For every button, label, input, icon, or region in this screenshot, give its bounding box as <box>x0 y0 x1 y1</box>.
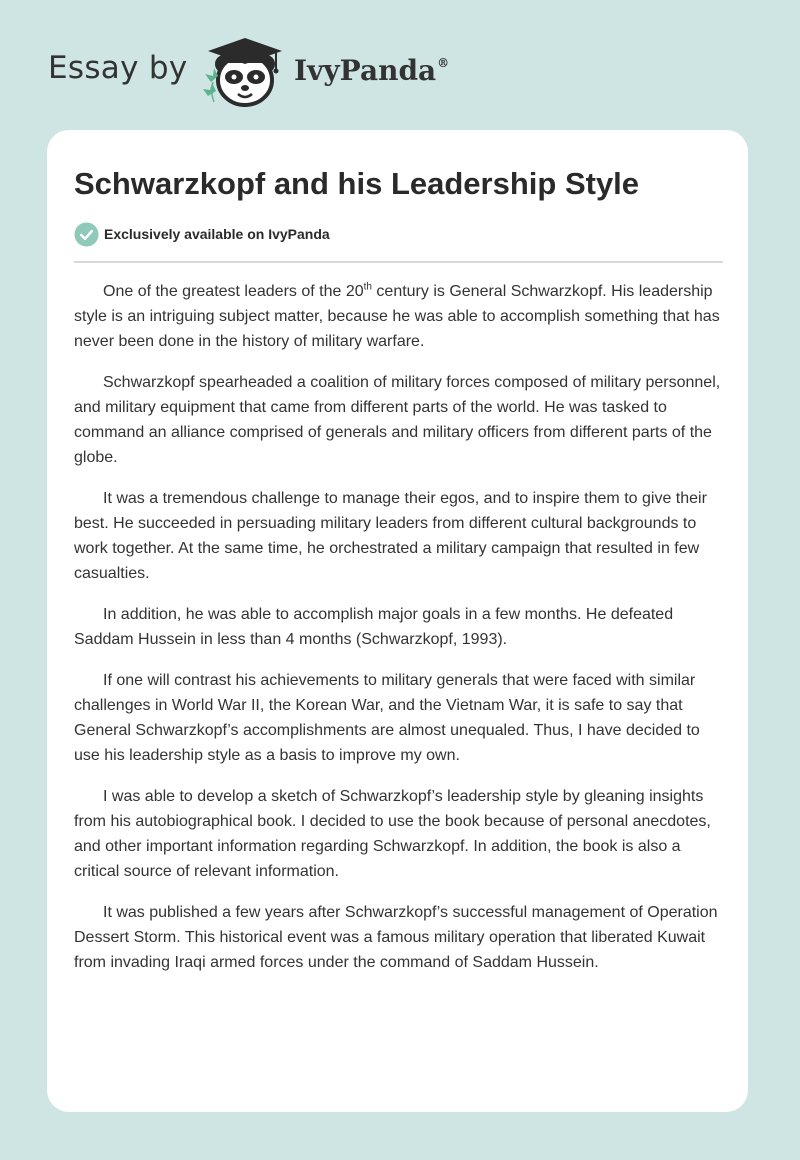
brand-header[interactable] <box>48 30 508 110</box>
ordinal-suffix: th <box>363 281 372 293</box>
paragraph-7: It was published a few years after Schwarzkopf’s successful management of Operation Dessert Storm. This historical event was a famous military operation that liberated Kuwait from invading Iraqi armed forces under the command of Saddam Hussein. <box>74 904 718 971</box>
divider <box>74 261 723 263</box>
paragraph-6: I was able to develop a sketch of Schwarzkopf’s leadership style by gleaning insights from his autobiographical book. I decided to use the book because of personal anecdotes, and other important information regarding Schwarzkopf. In addition, the book is also a critical source of relevant information. <box>74 788 711 880</box>
paragraph-2: Schwarzkopf spearheaded a coalition of military forces composed of military personnel, and military equipment that came from different parts of the world. He was tasked to command an alliance comprised of generals and military officers from different parts of the globe. <box>74 374 721 466</box>
brand-prefix: Essay by <box>48 50 188 86</box>
brand-name-text: IvyPanda <box>294 54 437 87</box>
check-circle-icon <box>74 222 99 247</box>
brand-name <box>294 54 449 87</box>
essay-card <box>47 130 748 1112</box>
panda-graduate-logo-icon <box>202 34 288 110</box>
paragraph-4: In addition, he was able to accomplish major goals in a few months. He defeated Saddam Hussein in less than 4 months (Schwarzkopf, 1993). <box>74 606 674 648</box>
essay-title: Schwarzkopf and his Leadership Style <box>74 166 640 201</box>
exclusive-badge <box>74 221 330 247</box>
paragraph-1-rest: century is General Schwarzkopf. His leadership style is an intriguing subject matter, because he was able to accomplish something that has never been done in the history of military warfare. <box>74 283 720 350</box>
registered-mark: ® <box>437 56 450 70</box>
paragraph-3: It was a tremendous challenge to manage their egos, and to inspire them to give their best. He succeeded in persuading military leaders from different cultural backgrounds to work together. At the same time, he orchestrated a military campaign that resulted in few casualties. <box>74 490 707 582</box>
essay-body <box>74 279 724 991</box>
paragraph-1-start: One of the greatest leaders of the 20 <box>103 283 364 300</box>
badge-text: Exclusively available on IvyPanda <box>104 226 330 242</box>
paragraph-5: If one will contrast his achievements to military generals that were faced with similar challenges in World War II, the Korean War, and the Vietnam War, it is safe to say that General Schwarzkopf’s accomplishments are almost unequaled. Thus, I have decided to use his leadership style as a basis to improve my own. <box>74 672 700 764</box>
paragraph-1 <box>74 279 724 354</box>
